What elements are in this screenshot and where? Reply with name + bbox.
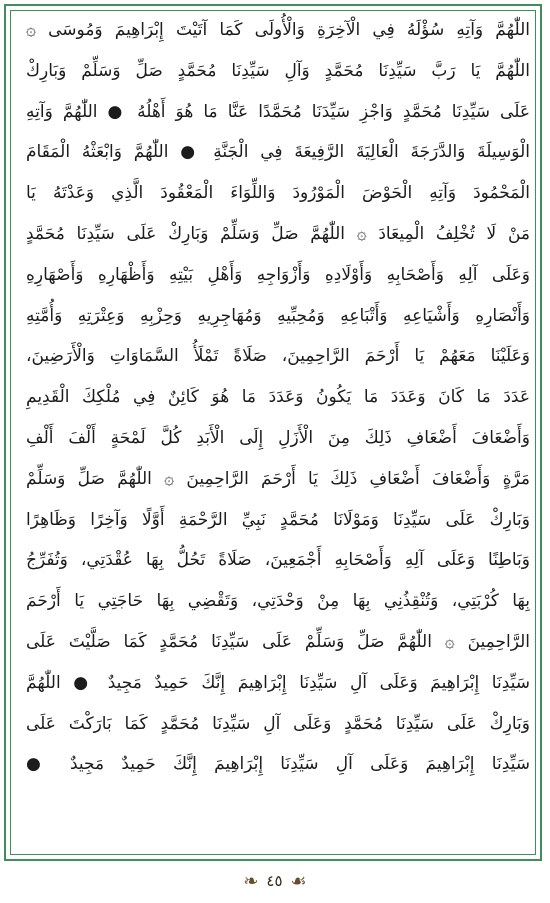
text-line-10: عَدَدَ مَا كَانَ وَعَدَدَ مَا يَكُونُ وَعَدَدَ مَا هُوَ كَائِنٌ فِي مُلْكِكَ الْقَدِيمِ xyxy=(26,387,530,408)
text-line-5: الْمَحْمُودَ وَآتِهِ الْحَوْضَ الْمَوْرُودَ وَاللِّوَاءَ الْمَعْقُودَ الَّذِي وَعَدْتَهُ يَا xyxy=(26,183,530,204)
text-line-19: سَيِّدِنَا إِبْرَاهِيمَ وَعَلَى آلِ سَيِّدِنَا إِبْرَاهِيمَ إِنَّكَ حَمِيدٌ مَجِيدٌ ● xyxy=(26,754,530,775)
text-line-1: اللّٰهُمَّ وَآتِهِ سُؤْلَهُ فِي الْآخِرَةِ وَالْأُولَى كَمَا آتَيْتَ إِبْرَاهِيمَ وَمُوسَى ۞ xyxy=(26,20,530,40)
text-line-12: مَرَّةٍ وَأَضْعَافَ أَضْعَافِ ذَلِكَ يَا أَرْحَمَ الرَّاحِمِينَ ۞ اللّٰهُمَّ صَلِّ وَسَلِّمْ xyxy=(26,468,530,489)
arabic-text-body xyxy=(26,10,530,785)
text-line-7: وَعَلَى آلِهِ وَأَصْحَابِهِ وَأَوْلَادِهِ وَأَزْوَاجِهِ وَأَهْلِ بَيْتِهِ وَأَظْهَارِهِ وَأَصْهَارِهِ xyxy=(26,264,530,285)
ornament-left-icon: ❧ xyxy=(243,870,259,892)
text-line-16: الرَّاحِمِينَ ۞ اللّٰهُمَّ صَلِّ وَسَلِّمْ عَلَى سَيِّدِنَا مُحَمَّدٍ كَمَا صَلَّيْتَ عَلَى xyxy=(26,631,530,652)
text-line-9: وَعَلَيْنَا مَعَهُمْ يَا أَرْحَمَ الرَّاحِمِينَ، صَلَاةً تَمْلَأُ السَّمَاوَاتِ وَالْأَرَضِينَ، xyxy=(26,346,530,367)
page-number: ٤٥ xyxy=(266,872,283,890)
text-line-3: عَلَى سَيِّدِنَا مُحَمَّدٍ وَاجْزِ سَيِّدَنَا مُحَمَّدًا عَنَّا مَا هُوَ أَهْلُهُ ● اللّٰهُمَّ وَآتِهِ xyxy=(26,101,530,122)
text-line-17: سَيِّدِنَا إِبْرَاهِيمَ وَعَلَى آلِ سَيِّدِنَا إِبْرَاهِيمَ إِنَّكَ حَمِيدٌ مَجِيدٌ ● اللّٰهُمَّ xyxy=(26,672,530,693)
text-line-11: وَأَضْعَافَ أَضْعَافِ ذَلِكَ مِنَ الْأَزَلِ إِلَى الْأَبَدِ كُلَّ لَمْحَةٍ أَلْفَ أَلْفِ xyxy=(26,427,530,448)
text-line-13: وَبَارِكْ عَلَى سَيِّدِنَا وَمَوْلَانَا مُحَمَّدٍ نَبِيِّ الرَّحْمَةِ أَوَّلًا وَآخِرًا وَظَاهِرًا xyxy=(26,509,530,530)
page-footer xyxy=(0,866,550,896)
text-line-8: وَأَنْصَارِهِ وَأَشْيَاعِهِ وَأَتْبَاعِهِ وَمُحِبِّيهِ وَمُهَاجِرِيهِ وَحِزْبِهِ وَعِتْرَتِهِ وَأُمَّتِهِ xyxy=(26,305,530,326)
ornament-right-icon: ☙ xyxy=(290,870,307,892)
text-line-6: مَنْ لَا تُخْلِفُ الْمِيعَادَ ۞ اللّٰهُمَّ صَلِّ وَسَلِّمْ وَبَارِكْ عَلَى سَيِّدِنَا مُحَمَّدٍ xyxy=(26,223,530,244)
text-line-15: بِهَا كُرْبَتِي، وَتُنْقِذُنِي بِهَا مِنْ وَحْدَتِي، وَتَقْضِي بِهَا حَاجَتِي يَا أَرْحَمَ xyxy=(26,591,530,612)
text-line-2: اللّٰهُمَّ يَا رَبَّ سَيِّدِنَا مُحَمَّدٍ وَآلِ سَيِّدِنَا مُحَمَّدٍ صَلِّ وَسَلِّمْ وَبَارِكْ xyxy=(26,60,530,81)
text-line-14: وَبَاطِنًا وَعَلَى آلِهِ وَأَصْحَابِهِ أَجْمَعِينَ، صَلَاةً تَحُلُّ بِهَا عُقْدَتِي، وَتُفَرِّجُ xyxy=(26,550,530,571)
text-line-18: وَبَارِكْ عَلَى سَيِّدِنَا مُحَمَّدٍ وَعَلَى آلِ سَيِّدِنَا مُحَمَّدٍ كَمَا بَارَكْتَ عَلَى xyxy=(26,713,530,734)
text-line-4: الْوَسِيلَةَ وَالدَّرَجَةَ الْعَالِيَةَ الرَّفِيعَةَ فِي الْجَنَّةِ ● اللّٰهُمَّ وَابْعَثْهُ الْمَقَامَ xyxy=(26,142,530,163)
